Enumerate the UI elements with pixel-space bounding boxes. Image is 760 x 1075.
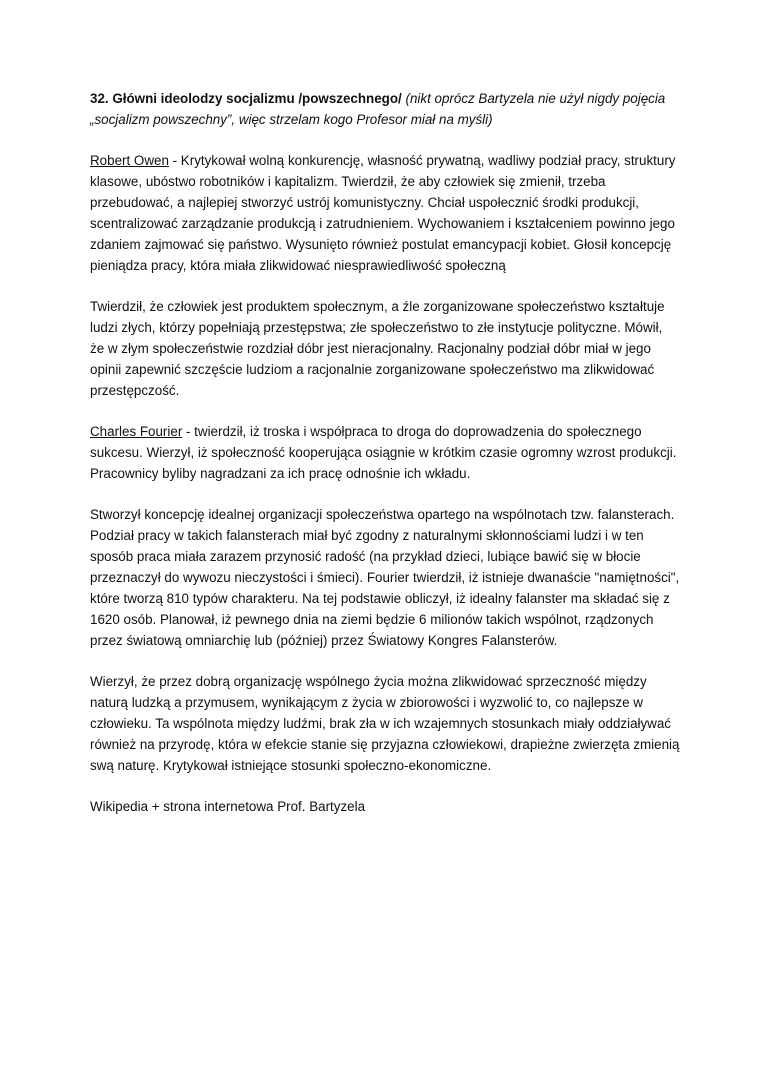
fourier-paragraph-1 [90,421,680,484]
heading-title: 32. Główni ideolodzy socjalizmu /powszechnego/ [90,91,402,106]
owen-paragraph-2: Twierdził, że człowiek jest produktem społecznym, a źle zorganizowane społeczeństwo kształtuje ludzi złych, którzy popełniają przestępstwa; złe społeczeństwo to złe instytucje polityczne. Mówił, że w złym społeczeństwie rozdział dóbr jest nieracjonalny. Racjonalny podział dóbr miał w jego opinii zapewnić szczęście ludziom a racjonalnie zorganizowane społeczeństwo ma zlikwidować przestępczość. [90,299,665,398]
owen-name: Robert Owen [90,153,169,168]
owen-text-1: - Krytykował wolną konkurencję, własność prywatną, wadliwy podział pracy, struktury klasowe, ubóstwo robotników i kapitalizm. Twierdził, że aby człowiek się zmienił, trzeba przebudować, a najlepiej stworzyć ustrój komunistyczny. Chciał uspołecznić środki produkcji, scentralizować zarządzanie produkcją i zatrudnieniem. Wychowaniem i kształceniem powinno jego zdaniem zajmować się państwo. Wysunięto również postulat emancypacji kobiet. Głosił koncepcję pieniądza pracy, która miała zlikwidować niesprawiedliwość społeczną [90,153,676,273]
owen-paragraph-1 [90,150,680,276]
section-heading [90,88,680,130]
document-page [90,88,680,837]
fourier-text-1: - twierdził, iż troska i współpraca to droga do doprowadzenia do społecznego sukcesu. Wierzył, iż społeczność kooperująca osiągnie w krótkim czasie ogromny wzrost produkcji. Pracownicy byliby nagradzani za ich pracę odnośnie ich wkładu. [90,424,677,481]
fourier-paragraph-3: Wierzył, że przez dobrą organizację wspólnego życia można zlikwidować sprzeczność między naturą ludzką a przymusem, wynikającym z życia w zbiorowości i wyzwolić to, co najlepsze w człowieku. Ta wspólnota między ludźmi, brak zła w ich wzajemnych stosunkach miały oddziaływać również na przyrodę, która w efekcie stanie się przyjazna człowiekowi, drapieżne zwierzęta zmienią swą naturę. Krytykował istniejące stosunki społeczno-ekonomiczne. [90,674,680,773]
fourier-name: Charles Fourier [90,424,183,439]
fourier-paragraph-2: Stworzył koncepcję idealnej organizacji społeczeństwa opartego na wspólnotach tzw. falansterach. Podział pracy w takich falansterach miał być zgodny z naturalnymi skłonnościami ludzi i w ten sposób praca miała zarazem przynosić radość (na przykład dzieci, lubiące bawić się w błocie przeznaczył do wywozu nieczystości i śmieci). Fourier twierdził, iż istnieje dwanaście "namiętności", które tworzą 810 typów charakteru. Na tej podstawie obliczył, iż idealny falanster ma składać się z 1620 osób. Planował, iż pewnego dnia na ziemi będzie 6 milionów takich wspólnot, rządzonych przez światową omniarchię lub (później) przez Światowy Kongres Falansterów. [90,507,680,648]
source-note: Wikipedia + strona internetowa Prof. Bartyzela [90,799,366,814]
heading-note: (nikt oprócz Bartyzela nie użył nigdy pojęcia „socjalizm powszechny”, więc strzelam kogo Profesor miał na myśli) [90,91,666,127]
